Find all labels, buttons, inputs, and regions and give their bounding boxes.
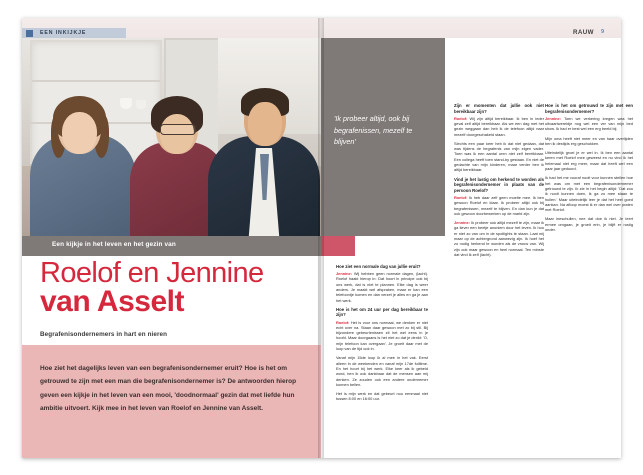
running-head-label: EEN INKIJKJE <box>40 30 87 36</box>
person-middle-glasses-icon <box>160 124 196 135</box>
column-paragraph: Slechts een paar keer heb ik dat niet gedaan, dat was tijdens de begrafenis van mijn eigen vader. Toen was ik een aantal uren niet zelf bereikbaar. Een collega heeft toen stand-by gestaan. En niet de gedachte van mijn kinderen, maar verder ben ik altijd bereikbaar. <box>454 140 544 173</box>
column-paragraph: Ik had het me vooraf nooit voor kunnen stellen hoe het was om met een begrafenisondernemer getrouwd te zijn. Ik zie in het begin altijd: 'Dat zou ik nooit kunnen doen, ik ga zo mee staan te huilen.' Maar uiteindelijk leer je dat het heel goed aankan. Na afloop moest ik er dan wel over praten met Roelof. <box>545 175 633 213</box>
pull-quote-text: 'Ik probeer altijd, ook bij begrafenissen, mezelf te blijven' <box>334 114 413 147</box>
brand-logo: RAUW <box>573 29 594 36</box>
column-paragraph: Roelof: Ik heb daar zelf geen moeite mee. Ik ben gewoon Roelof en klaar. Ik probeer altijd ook bij begrafenissen, mezelf te blijven. En dan kun je dat ook gewoon doorbewerken op de markt zijn. <box>454 194 544 216</box>
column-paragraph: Uiteindelijk groei je er wel in. Ik ben een aantal keren met Roelof mee geweest en nu vind ik het helemaal niet erg meer, maar dat heeft wel een paar jaar geduurd. <box>545 150 633 172</box>
tab-marker-icon <box>26 30 33 37</box>
column-paragraph: Jennine: Ik probeer ook altijd mezelf te zijn, maar ik ga liever een beetje anoniem door het leven. Ik hou er niet zo van om in de spotlights te staan. Laat mij maar op de achtergrond aanwezig zijn. Ik hoef het zo nodig herkend te worden als de vrouw van. Wij zijn ook maar gewoon en heel normaal. Ten minste dat vind ik zelf (lacht). <box>454 220 544 257</box>
article-title-line1: Roelof en Jennine <box>40 257 264 289</box>
column-3 <box>545 103 633 236</box>
article-title-line2: van Asselt <box>40 285 184 318</box>
photo-cup-left <box>120 98 132 109</box>
page-number: 9 <box>601 29 605 35</box>
column-paragraph: Roelof: Wij zijn altijd bereikbaar. Ik ben in ieder geval zelf altijd bereikbaar. Als we een dag met het gezin weggaan dan heb ik de telefoon altijd naar mezelf doorgeschakeld staan. <box>454 115 544 137</box>
caption-text: Een kijkje in het leven en het gezin van <box>52 241 176 248</box>
column-paragraph: Het is mijn werk en dat gebeurt nou eenmaal niet tussen 8:00 en 16:00 uur. <box>336 391 428 402</box>
page-gutter <box>318 18 324 458</box>
column-paragraph: Maar ineschullen, nee dat doe ik niet. Je leert ermee omgaan, je groeit erin, je blijft er rustig onder. <box>545 216 633 233</box>
article-subtitle: Begrafenisondernemers in hart en nieren <box>40 331 168 338</box>
column-paragraph: Jennine: Wij hebben geen normale dagen, (lacht). Roelof haakt hierop in: Dat hoort in principe ook bij ons werk, dat is niet te plannen. Elke dag is weer anders. Je maakt wel afspraken, maar er kan een telefoontje komen en dan verzet je alles en ga je aan het werk. <box>336 271 428 303</box>
person-jennine-face <box>62 112 97 154</box>
photo-cup-right <box>136 100 146 109</box>
speaker-name: Jennine: <box>545 115 565 121</box>
column-2 <box>454 103 544 261</box>
column-heading: Hoe is het om getrouwd te zijn met een begrafenisondernemer? <box>545 103 633 114</box>
column-heading: Hoe is het om 24 uur per dag bereikbaar te zijn? <box>336 306 428 318</box>
column-paragraph: Roelof: Het is voor ons normaal, we denken er niet echt over na. Staan daar gewoon met zo bij stil. Bij bijzondere gebeurtenissen zit het wel eens in je hoofd. Maar doorgaans is het niet zo dat je denkt: 'O, mijn telefoon kan overgaan'. Je groeit daar met de loop van de tijd ook in. <box>336 319 428 352</box>
speaker-name: Roelof: <box>336 319 351 325</box>
speaker-name: Roelof: <box>454 194 470 200</box>
intro-text: Hoe ziet het dagelijks leven van een begrafenisondernemer eruit? Hoe is het om getrouwd te zijn met een man die begrafenisondernemer is? De antwoorden hierop geven een kijkje in het leven van een mooi, 'doodnormaal' gezin dat met liefde hun ambitie uitvoert. Kijk mee in het leven van Roelof en Jennine van Asselt. <box>40 365 297 413</box>
family-photo <box>22 38 321 236</box>
speaker-name: Roelof: <box>454 115 470 121</box>
speaker-name: Jennine: <box>336 271 354 277</box>
speaker-name: Jennine: <box>454 220 472 226</box>
column-paragraph: Mijn oma heeft niet meer en van haar overlijden ben ik destijds erg geschokken. <box>545 135 633 146</box>
caption-bar-accent <box>321 236 355 256</box>
person-roelof-face <box>248 102 282 146</box>
column-1 <box>336 264 428 406</box>
column-heading: Zijn er momenten dat jullie ook niet bereikbaar zijn? <box>454 103 544 114</box>
column-paragraph: Vanaf mijn 15de loop ik al mee in het vak. Eerst alleen in de weekenden en vanaf mijn 17de fulltime. En het hoort bij het werk. Elke keer als ik gebeld word, ben ik ook dankbaar dat de mensen aan mij denken. Ze zouden ook een andere ondernemer kunnen bellen. <box>336 355 428 387</box>
column-heading: Hoe ziet een normale dag van jullie eruit? <box>336 264 421 269</box>
column-heading: Vind je het lastig om herkend te worden als begrafenisondernemer in plaats van de persoon Roelof? <box>454 176 544 193</box>
column-paragraph: Jennine: Toen we verkering kregen was het uitvaartwereldje nog wel een ver van mijn bed show. Ik had er best wel een erg beeld bij. <box>545 115 633 132</box>
